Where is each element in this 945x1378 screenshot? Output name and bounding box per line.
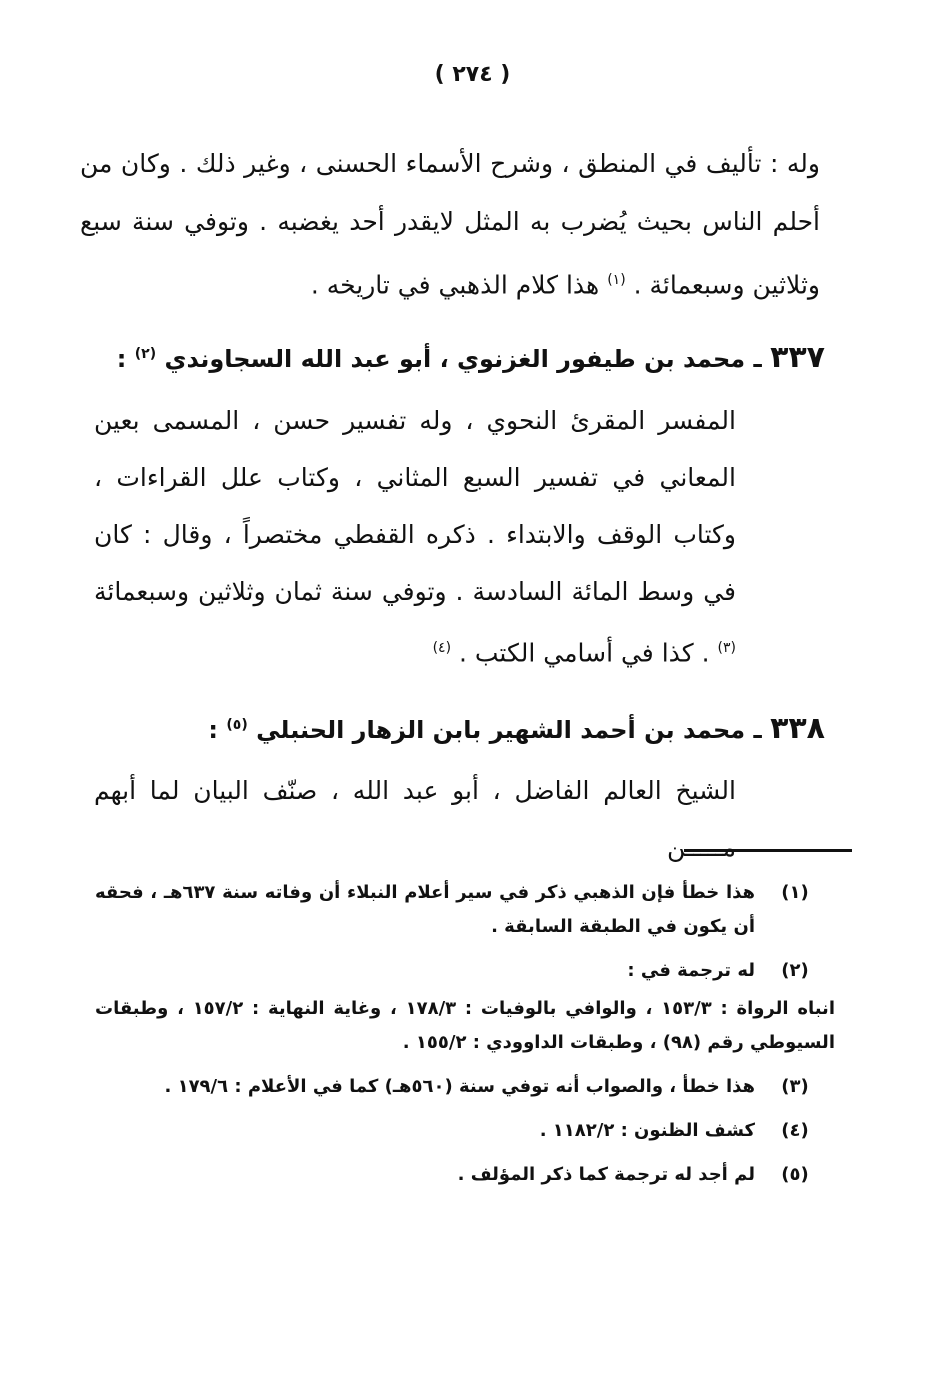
footnote-number: (٣) bbox=[781, 1076, 809, 1097]
footnote-2 bbox=[95, 954, 835, 988]
entry-338-heading bbox=[80, 711, 825, 746]
footnote-text bbox=[95, 876, 755, 944]
footnotes bbox=[95, 876, 835, 1202]
entry-338-number: ٣٣٨ bbox=[770, 711, 825, 746]
intro-paragraph bbox=[80, 135, 820, 314]
footnote-line: هذا خطأ فإن الذهبي ذكر في سير أعلام النبلاء أن وفاته سنة ٦٣٧هـ ، فحقه أن يكون bbox=[95, 882, 755, 937]
entry-337-text-end: . كذا في أسامي الكتب . bbox=[458, 638, 710, 668]
footnote-text: لم أجد له ترجمة كما ذكر المؤلف . bbox=[457, 1164, 755, 1185]
footnote-1 bbox=[95, 876, 835, 944]
footnote-number: (١) bbox=[781, 882, 809, 903]
entry-338-body bbox=[94, 762, 736, 876]
footnote-divider bbox=[684, 849, 852, 852]
entry-338-colon: : bbox=[208, 716, 219, 744]
intro-tail: هذا كلام الذهبي في تاريخه . bbox=[310, 270, 600, 300]
footnote-ref-1: (١) bbox=[607, 272, 626, 288]
footnote-5 bbox=[95, 1158, 835, 1192]
footnote-ref-3: (٣) bbox=[717, 640, 736, 656]
footnote-ref-2: (٢) bbox=[134, 346, 157, 362]
entry-337-text: المفسر المقرئ النحوي ، وله تفسير حسن ، المسمى بعين المعاني في تفسير السبع المثاني ، وكتاب علل القراءات ، وكتاب الوقف والابتداء . ذكره القفطي مختصراً ، وقال : كان في وسط المائة السادسة . وتوفي سنة ثمان وثلاثين وسبعمائة bbox=[94, 406, 736, 606]
page-number: ( ٢٧٤ ) bbox=[434, 62, 511, 87]
footnote-text: له ترجمة في : bbox=[627, 960, 755, 981]
intro-text: وله : تأليف في المنطق ، وشرح الأسماء الحسنى ، وغير ذلك . وكان من أحلم الناس بحيث يُضرب به المثل لايقدر أحد يغضبه . وتوفي سنة سبع وثلاثين وسبعمائة . bbox=[80, 149, 820, 300]
entry-337-colon: : bbox=[116, 345, 127, 373]
entry-337-number: ٣٣٧ bbox=[770, 340, 825, 375]
footnote-number: (٥) bbox=[781, 1164, 809, 1185]
footnote-ref-5: (٥) bbox=[226, 717, 248, 733]
footnote-3 bbox=[95, 1070, 835, 1104]
entry-337-title: ـ محمد بن طيفور الغزنوي ، أبو عبد الله السجاوندي bbox=[164, 345, 762, 373]
footnote-continuation: في الطبقة السابقة . bbox=[491, 916, 678, 937]
footnote-text: كشف الظنون : ١١٨٢/٢ . bbox=[539, 1120, 755, 1141]
entry-338-title: ـ محمد بن أحمد الشهير بابن الزهار الحنبلي bbox=[256, 716, 762, 744]
footnote-ref-4: (٤) bbox=[432, 640, 452, 656]
entry-337-heading bbox=[80, 340, 825, 375]
footnote-number: (٤) bbox=[781, 1120, 809, 1141]
footnote-number: (٢) bbox=[781, 960, 809, 981]
entry-338-text: الشيخ العالم الفاضل ، أبو عبد الله ، صنّف البيان لما أبهم مـــــن bbox=[94, 776, 736, 862]
entry-337-body bbox=[94, 392, 736, 681]
footnote-text: هذا خطأ ، والصواب أنه توفي سنة (٥٦٠هـ) كما في الأعلام : ١٧٩/٦ . bbox=[164, 1076, 755, 1097]
footnote-2-continuation: انباه الرواة : ١٥٣/٣ ، والوافي بالوفيات : ١٧٨/٣ ، وغاية النهاية : ١٥٧/٢ ، وطبقات السيوطي رقم (٩٨) ، وطبقات الداوودي : ١٥٥/٢ . bbox=[95, 998, 835, 1053]
footnote-4 bbox=[95, 1114, 835, 1148]
